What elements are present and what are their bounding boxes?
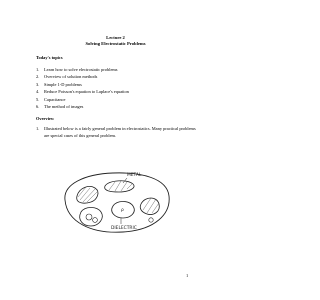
topic-item: 6. The method of images [36, 104, 84, 110]
lecture-number: Lecture 2 [106, 35, 125, 40]
electrostatics-figure [55, 166, 175, 236]
dielectric-label: DIELECTRIC [111, 226, 137, 231]
metal-label: METAL [127, 173, 142, 178]
overview-heading: Overview [36, 116, 55, 121]
overview-item-text: Illustrated below is a fairly general problem in electrostatics. Many practical problems are special cases of this general problem. [44, 126, 196, 139]
rho-symbol: ρ [121, 208, 124, 213]
topics-heading: Today's topics [36, 55, 63, 60]
overview-item-number: 1. [36, 126, 40, 131]
topic-item: 3. Simple 1-D problems [36, 81, 82, 87]
overview-item [36, 125, 201, 139]
metal-region-right [140, 198, 159, 215]
metal-hatch-top [109, 181, 132, 191]
topics-list [36, 66, 129, 110]
lecture-title: Solving Electrostatic Problems [85, 41, 146, 46]
topic-item: 2. Overview of solution methods [36, 74, 98, 80]
topic-item: 4. Reduce Poisson's equation to Laplace's equation [36, 89, 129, 95]
charge-circle [149, 218, 153, 222]
charge-circle [86, 214, 92, 220]
topic-item: 5. Capacitance [36, 96, 66, 102]
page-number: 1 [186, 273, 189, 278]
dielectric-region-left [80, 208, 103, 227]
topic-item: 1. Learn how to solve electrostatic problems [36, 67, 118, 72]
charge-circle [93, 218, 98, 223]
